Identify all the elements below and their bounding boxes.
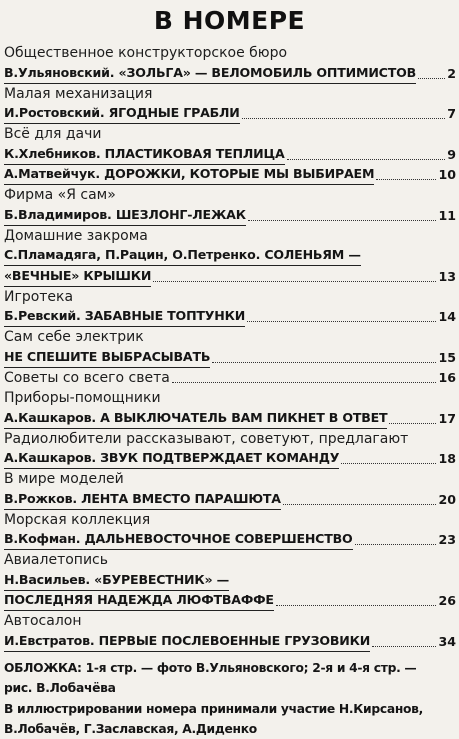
section-title: Радиолюбители рассказывают, советуют, предлагают xyxy=(4,430,409,447)
article-title: В.Ульяновский. «ЗОЛЬГА» — ВЕЛОМОБИЛЬ ОПТИМИСТОВ xyxy=(4,63,416,84)
article-title: В.Рожков. ЛЕНТА ВМЕСТО ПАРАШЮТА xyxy=(4,489,281,510)
dot-leader xyxy=(389,422,436,424)
credits-line: В.Лобачёв, Г.Заславская, А.Диденко xyxy=(4,721,257,736)
article-title: И.Ростовский. ЯГОДНЫЕ ГРАБЛИ xyxy=(4,103,240,124)
section-title: Сам себе электрик xyxy=(4,329,144,346)
article-entry[interactable] xyxy=(4,591,456,611)
article-title: Б.Владимиров. ШЕЗЛОНГ-ЛЕЖАК xyxy=(4,205,246,226)
page-number: 7 xyxy=(447,106,456,122)
article-title: К.Хлебников. ПЛАСТИКОВАЯ ТЕПЛИЦА xyxy=(4,144,285,165)
article-entry[interactable] xyxy=(4,530,456,550)
article-title: С.Пламадяга, П.Рацин, О.Петренко. СОЛЕНЬЯМ — xyxy=(4,245,361,266)
article-title: А.Кашкаров. ЗВУК ПОДТВЕРЖДАЕТ КОМАНДУ xyxy=(4,448,339,469)
dot-leader xyxy=(247,320,436,322)
article-title: А.Матвейчук. ДОРОЖКИ, КОТОРЫЕ МЫ ВЫБИРАЕМ xyxy=(4,164,374,185)
section-title: Малая механизация xyxy=(4,85,153,102)
section-title: Игротека xyxy=(4,288,74,305)
page-number: 15 xyxy=(438,349,456,365)
dot-leader xyxy=(355,543,437,545)
article-entry[interactable] xyxy=(4,307,456,327)
section-title: Советы со всего света xyxy=(4,370,170,387)
dot-leader xyxy=(341,462,436,464)
page-number: 13 xyxy=(438,268,456,284)
dot-leader xyxy=(376,178,436,180)
section-title: Морская коллекция xyxy=(4,511,151,528)
section-title: Приборы-помощники xyxy=(4,390,161,407)
article-title: НЕ СПЕШИТЕ ВЫБРАСЫВАТЬ xyxy=(4,347,210,368)
page-number: 14 xyxy=(438,309,456,325)
page-number: 26 xyxy=(438,593,456,609)
dot-leader xyxy=(172,381,437,383)
article-entry[interactable] xyxy=(4,449,456,469)
dot-leader xyxy=(153,280,436,282)
article-entry[interactable] xyxy=(4,490,456,510)
article-title: И.Евстратов. ПЕРВЫЕ ПОСЛЕВОЕННЫЕ ГРУЗОВИКИ xyxy=(4,631,370,652)
article-entry[interactable] xyxy=(4,408,456,428)
toc-section-with-page[interactable] xyxy=(4,368,456,388)
dot-leader xyxy=(283,503,437,505)
page-number: 9 xyxy=(447,146,456,162)
article-entry[interactable] xyxy=(4,63,456,83)
article-title: В.Кофман. ДАЛЬНЕВОСТОЧНОЕ СОВЕРШЕНСТВО xyxy=(4,529,353,550)
dot-leader xyxy=(276,604,437,606)
page-number: 2 xyxy=(447,65,456,81)
section-title: Авиалетопись xyxy=(4,552,108,569)
article-title: Н.Васильев. «БУРЕВЕСТНИК» — xyxy=(4,570,229,591)
dot-leader xyxy=(242,117,446,119)
page-number: 11 xyxy=(438,207,456,223)
section-title: В мире моделей xyxy=(4,471,124,488)
dot-leader xyxy=(418,77,445,79)
article-entry-line1[interactable] xyxy=(4,571,456,591)
section-title: Фирма «Я сам» xyxy=(4,187,116,204)
credits-line: рис. В.Лобачёва xyxy=(4,681,116,696)
credits-line: В иллюстрировании номера принимали участие Н.Кирсанов, xyxy=(4,701,424,716)
article-entry[interactable] xyxy=(4,104,456,124)
article-entry[interactable] xyxy=(4,165,456,185)
section-title: Общественное конструкторское бюро xyxy=(4,45,288,61)
article-title-cont: ПОСЛЕДНЯЯ НАДЕЖДА ЛЮФТВАФФЕ xyxy=(4,590,274,611)
section-title: Автосалон xyxy=(4,613,82,630)
page-number: 18 xyxy=(438,451,456,467)
article-entry-line1[interactable] xyxy=(4,246,456,266)
page-number: 20 xyxy=(438,491,456,507)
dot-leader xyxy=(248,219,437,221)
section-title: Всё для дачи xyxy=(4,126,102,143)
article-title-cont: «ВЕЧНЫЕ» КРЫШКИ xyxy=(4,266,151,287)
page-number: 10 xyxy=(438,167,456,183)
article-entry[interactable] xyxy=(4,266,456,286)
page-number: 34 xyxy=(438,633,456,649)
credits-line: ОБЛОЖКА: 1-я стр. — фото В.Ульяновского; 2-я и 4-я стр. — xyxy=(4,660,417,675)
article-title: Б.Ревский. ЗАБАВНЫЕ ТОПТУНКИ xyxy=(4,306,245,327)
article-entry[interactable] xyxy=(4,347,456,367)
dot-leader xyxy=(287,158,446,160)
article-entry[interactable] xyxy=(4,632,456,652)
page-number: 16 xyxy=(438,370,456,386)
section-title: Домашние закрома xyxy=(4,227,148,244)
article-title: А.Кашкаров. А ВЫКЛЮЧАТЕЛЬ ВАМ ПИКНЕТ В ОТВЕТ xyxy=(4,408,387,429)
article-entry[interactable] xyxy=(4,205,456,225)
dot-leader xyxy=(372,645,436,647)
page-number: 17 xyxy=(438,410,456,426)
dot-leader xyxy=(212,361,436,363)
article-entry[interactable] xyxy=(4,144,456,164)
page-number: 23 xyxy=(438,532,456,548)
table-of-contents xyxy=(4,43,456,739)
page-heading: В НОМЕРЕ xyxy=(153,6,306,35)
